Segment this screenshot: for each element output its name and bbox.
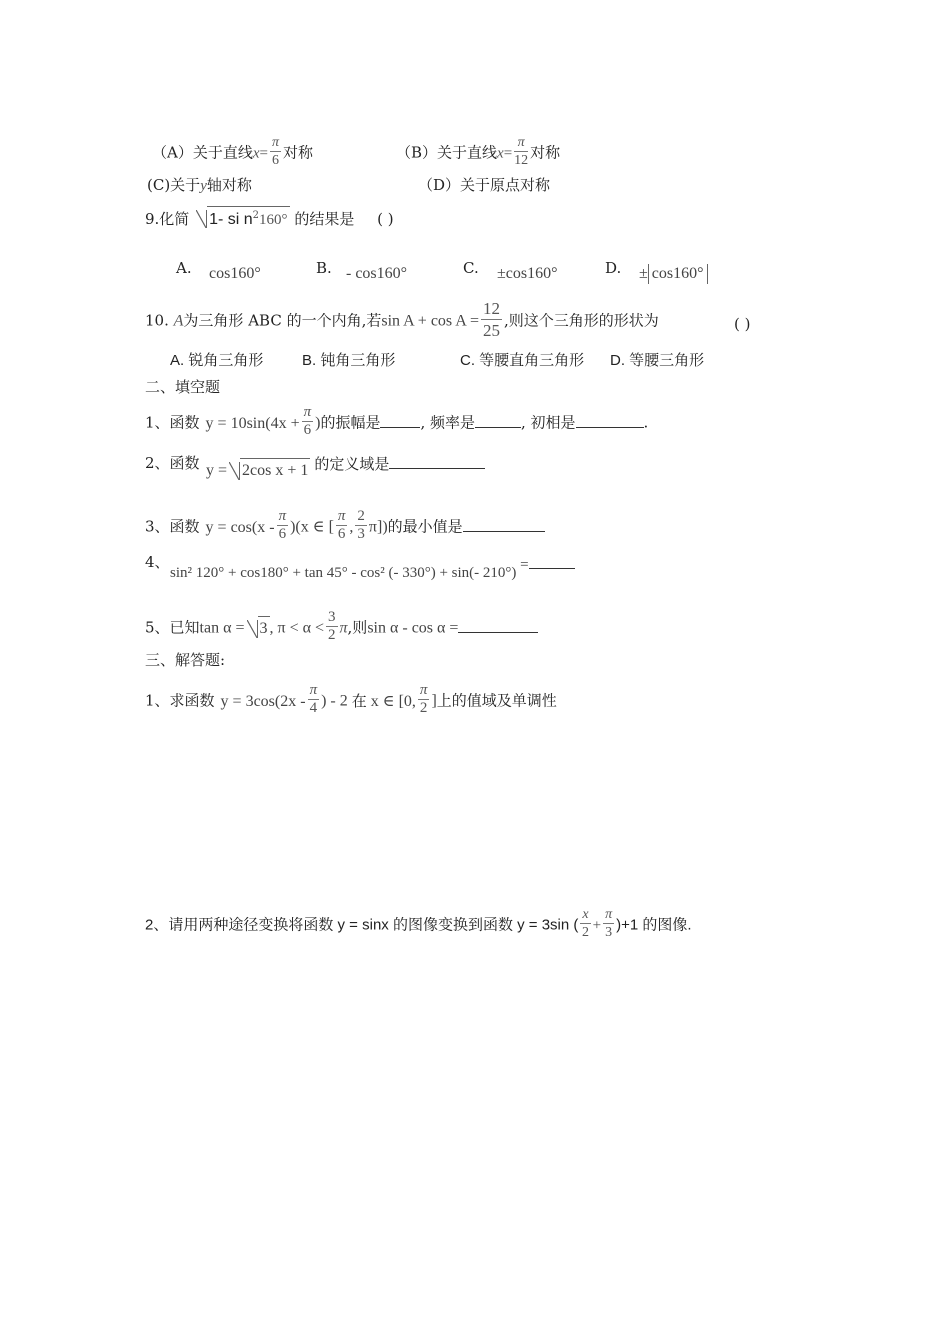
q8-option-a-suffix: 对称	[283, 143, 314, 162]
ans1-fraction-1: $\frac{\pi}{4}$	[309, 682, 318, 716]
q10-answer-paren: ( )	[734, 315, 751, 333]
ans1-expr-3: x ∈ [0,	[370, 692, 416, 710]
fill2-sqrt: 2cos x + 1	[229, 458, 310, 481]
q8-option-a-var: x	[252, 145, 260, 162]
fill-question-3	[145, 510, 545, 545]
q10-option-c: C. 等腰直角三角形	[460, 352, 585, 369]
fill5-text: ,则	[347, 618, 368, 637]
q8-option-c	[147, 175, 252, 196]
ans2-plus: +	[592, 917, 602, 934]
fill1-end: .	[643, 413, 649, 432]
q10-var: A	[173, 312, 184, 330]
q10-text: 为三角形 ABC 的一个内角,若	[183, 311, 382, 330]
q9-option-a: cos160°	[209, 265, 261, 282]
fill3-blank-minimum[interactable]	[463, 517, 545, 532]
q8-option-c-text: (C)关于	[147, 176, 201, 194]
q9-option-d-label: D.	[605, 259, 622, 277]
section-answer-title: 三、解答题:	[145, 651, 226, 669]
fill3-fraction-3: $\frac{2}{3}$	[357, 508, 365, 542]
q9-sqrt: 1- si $n^2160^\circ$	[196, 206, 289, 230]
q8-option-a-eq: =	[259, 145, 268, 162]
q9-option-b: - cos160°	[346, 265, 408, 282]
q10-option-a: A. 锐角三角形	[170, 352, 264, 369]
q8-option-c-suffix: 轴对称	[206, 176, 252, 194]
q10-question	[145, 300, 659, 343]
fill2-expr: y =	[206, 462, 228, 479]
q8-option-b-text: （B）关于直线	[396, 143, 498, 162]
fill1-blank-amplitude[interactable]	[380, 413, 420, 428]
fill1-blank-frequency[interactable]	[475, 413, 521, 428]
fill1-fraction: $\frac{\pi}{6}$	[303, 404, 312, 438]
ans1-fraction-2: $\frac{\pi}{2}$	[419, 682, 428, 716]
fill1-blank-phase[interactable]	[576, 413, 644, 428]
q8-option-a-fraction: $\frac{\pi}{6}$	[271, 135, 279, 168]
q9-option-a-label: A.	[176, 259, 192, 277]
q8-option-b-eq: =	[503, 145, 513, 162]
fill3-prefix: 3、函数	[145, 517, 200, 536]
q10-option-b: B. 钝角三角形	[302, 352, 396, 369]
q8-option-b-fraction: $\frac{\pi}{12}$	[514, 135, 529, 168]
q10-fraction: $\frac{12}{25}$	[482, 299, 500, 340]
q8-option-a-text: （A）关于直线	[152, 143, 253, 162]
fill3-expr: y = cos(x -	[205, 518, 275, 536]
fill-question-4	[170, 557, 575, 583]
answer-question-2	[145, 908, 692, 943]
ans1-text: 在	[351, 691, 367, 710]
q10-text2: ,则这个三角形的形状为	[503, 311, 659, 330]
fill5-blank[interactable]	[458, 618, 538, 633]
q8-option-d: （D）关于原点对称	[418, 176, 551, 194]
fill-question-2-body	[206, 455, 485, 481]
fill3-comma: ,	[349, 518, 354, 536]
fill3-text: 的最小值是	[387, 517, 463, 536]
fill5-sqrt: 3	[247, 616, 270, 639]
q9-option-d: ± cos160°	[639, 264, 708, 284]
fill4-blank[interactable]	[529, 554, 575, 569]
q9-answer-paren: ( )	[377, 210, 394, 228]
ans1-expr: y = 3cos(2x -	[220, 692, 306, 710]
fill-question-1	[145, 406, 648, 441]
q8-option-c-var: y	[200, 178, 207, 194]
fill1-expr: y = 10sin(4x +	[205, 414, 300, 432]
fill-question-2	[145, 453, 200, 473]
ans1-expr-4: ]	[431, 692, 437, 710]
q8-option-b	[396, 136, 560, 171]
ans2-text-2: )+1 的图像.	[616, 916, 692, 934]
fill5-expr-2: , π < α <	[269, 619, 325, 637]
q9-suffix: 的结果是	[294, 210, 355, 228]
fill2-blank-domain[interactable]	[389, 454, 485, 469]
fill5-prefix: 5、已知	[145, 618, 200, 637]
fill1-text-phase: , 初相是	[521, 413, 576, 432]
fill1-text-amplitude: 的振幅是	[320, 413, 381, 432]
fill3-expr-3: π])	[368, 518, 388, 536]
fill1-expr-close: )	[315, 414, 321, 432]
q9-option-c: ±cos160°	[497, 265, 558, 282]
answer-question-1	[145, 684, 557, 719]
q10-expr: sin A + cos A =	[381, 312, 479, 330]
fill5-fraction: $\frac{3}{2}$	[328, 609, 336, 643]
ans1-prefix: 1、求函数	[145, 691, 215, 710]
fill5-expr: tan α =	[199, 619, 245, 637]
fill3-expr-2: )(x ∈ [	[290, 518, 334, 536]
fill4-expr: sin² 120° + cos180° + tan 45° - cos² (- 330°) + sin(- 210°)	[170, 565, 517, 581]
fill3-fraction-2: $\frac{\pi}{6}$	[337, 508, 346, 542]
q10-option-d: D. 等腰三角形	[610, 352, 705, 369]
fill3-fraction-1: $\frac{\pi}{6}$	[278, 508, 287, 542]
q10-number: 10.	[145, 311, 169, 330]
ans1-text-2: 上的值域及单调性	[436, 691, 557, 710]
q9-question	[145, 206, 394, 230]
fill4-eq: =	[520, 557, 529, 573]
q9-prefix: 9.化简	[145, 210, 190, 228]
q8-option-b-suffix: 对称	[530, 143, 561, 162]
ans2-fraction-2: $\frac{\pi}{3}$	[605, 907, 613, 940]
q8-option-b-var: x	[497, 145, 504, 162]
fill1-prefix: 1、函数	[145, 413, 200, 432]
ans2-text: 2、请用两种途径变换将函数 y = sinx 的图像变换到函数 y = 3sin (	[145, 916, 579, 934]
q9-option-b-label: B.	[316, 259, 332, 277]
section-fill-in-title: 二、填空题	[145, 378, 221, 396]
fill-question-4-prefix: 4、	[145, 553, 170, 571]
fill5-expr-3: π	[339, 619, 348, 637]
fill1-text-frequency: , 频率是	[420, 413, 475, 432]
q8-option-a	[152, 136, 313, 171]
ans1-expr-2: ) - 2	[321, 692, 348, 710]
q9-option-c-label: C.	[463, 259, 479, 277]
fill5-expr-4: sin α - cos α =	[367, 619, 459, 637]
ans2-fraction-1: $\frac{x}{2}$	[582, 907, 590, 940]
fill2-prefix: 2、函数	[145, 454, 200, 472]
fill-question-5	[145, 611, 538, 646]
fill2-text: 的定义域是	[314, 455, 390, 473]
